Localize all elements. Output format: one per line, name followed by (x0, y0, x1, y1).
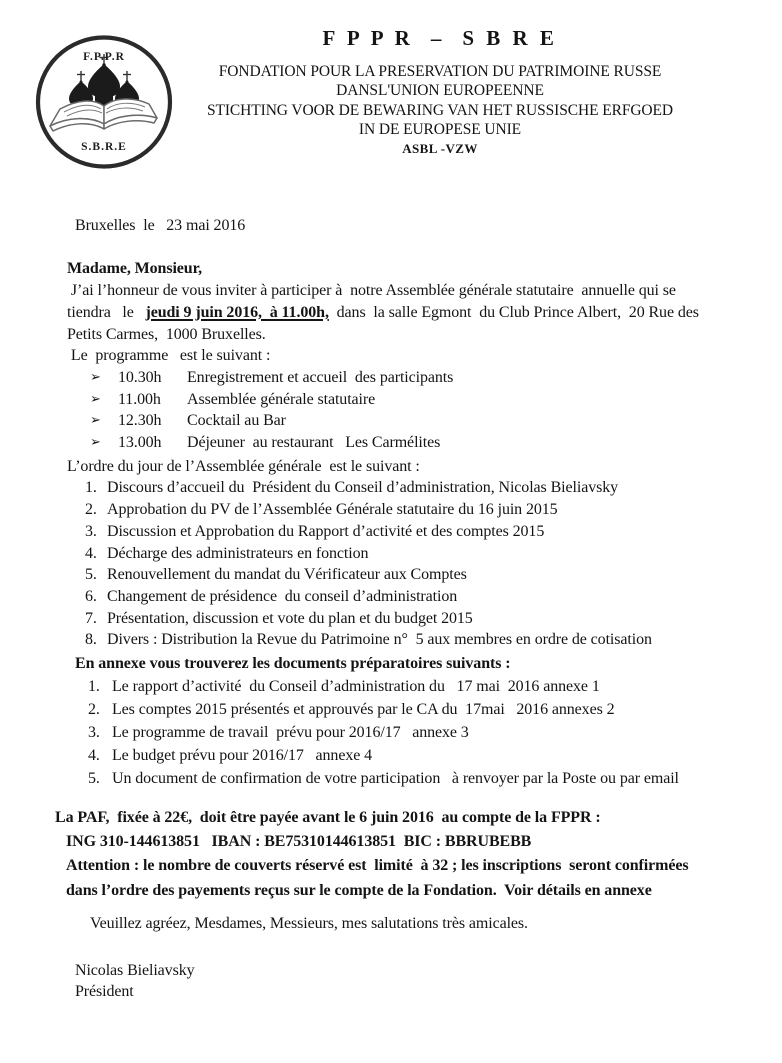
program-item (67, 410, 723, 432)
agenda-item (67, 608, 723, 630)
org-legal-form: ASBL -VZW (402, 141, 478, 157)
program-text: Déjeuner au restaurant Les Carmélites (187, 434, 441, 452)
agenda-item (67, 477, 723, 499)
program-time: 10.30h (118, 368, 162, 386)
payment-notice (55, 806, 723, 903)
agenda-number: 1. (85, 479, 97, 497)
program-list (67, 367, 723, 454)
annex-item (67, 675, 723, 698)
annex-number: 5. (88, 769, 100, 787)
arrow-bullet-icon: ➢ (90, 435, 101, 451)
annex-item (67, 721, 723, 744)
intro-paragraph (67, 280, 723, 345)
annex-text: Un document de confirmation de votre participation à renvoyer par la Poste ou par email (112, 769, 679, 787)
annex-item (67, 744, 723, 767)
annex-intro: En annexe vous trouverez les documents préparatoires suivants : (75, 655, 511, 673)
annex-number: 3. (88, 723, 100, 741)
agenda-number: 3. (85, 522, 97, 540)
agenda-text: Changement de présidence du conseil d’administration (107, 587, 458, 605)
meeting-date-highlight: jeudi 9 juin 2016, à 11.00h, (145, 303, 329, 321)
program-time: 13.00h (118, 434, 162, 452)
signature-name: Nicolas Bieliavsky (75, 961, 195, 979)
intro-text-after: dans la salle Egmont du Club Prince Albert, 20 Rue des Petits Carmes, 1000 Bruxelles. (67, 303, 703, 343)
org-name-nl-line2: IN DE EUROPESE UNIE (358, 120, 522, 138)
annex-number: 4. (88, 746, 100, 764)
agenda-number: 5. (85, 566, 97, 584)
agenda-text: Présentation, discussion et vote du plan et du budget 2015 (107, 609, 473, 627)
arrow-bullet-icon: ➢ (90, 391, 101, 407)
agenda-list (67, 477, 723, 651)
logo-top-text: F.P.P.R (83, 51, 125, 63)
attention-line-1: Attention : le nombre de couverts réservé est limité à 32 ; les inscriptions seront confirmées (66, 857, 689, 875)
program-time: 11.00h (118, 390, 161, 408)
agenda-item (67, 564, 723, 586)
agenda-text: Discussion et Approbation du Rapport d’activité et des comptes 2015 (107, 522, 545, 540)
annex-number: 2. (88, 700, 100, 718)
agenda-intro: L’ordre du jour de l’Assemblée générale est le suivant : (67, 457, 420, 475)
org-name-fr-line2: DANSL'UNION EUROPEENNE (336, 82, 544, 100)
salutation: Madame, Monsieur, (67, 260, 203, 278)
closing-formula: Veuillez agréez, Mesdames, Messieurs, mes salutations très amicales. (90, 914, 528, 932)
payment-amount-line: La PAF, fixée à 22€, doit être payée avant le 6 juin 2016 au compte de la FPPR : (55, 808, 601, 826)
annex-list (67, 675, 723, 790)
org-name-nl-line1: STICHTING VOOR DE BEWARING VAN HET RUSSISCHE ERFGOED (206, 101, 673, 119)
dateline: Bruxelles le 23 mai 2016 (75, 217, 246, 234)
agenda-number: 2. (85, 501, 97, 519)
arrow-bullet-icon: ➢ (90, 369, 101, 385)
logo-bottom-text: S.B.R.E (81, 141, 127, 153)
signature-title: Président (75, 983, 134, 1001)
letterhead (110, 26, 770, 157)
agenda-text: Décharge des administrateurs en fonction (107, 544, 369, 562)
agenda-item (67, 586, 723, 608)
agenda-number: 4. (85, 544, 97, 562)
agenda-number: 6. (85, 587, 97, 605)
program-text: Cocktail au Bar (187, 412, 286, 430)
annex-item (67, 767, 723, 790)
org-name-fr-line1: FONDATION POUR LA PRESERVATION DU PATRIMOINE RUSSE (218, 63, 662, 80)
attention-line-2: dans l’ordre des payements reçus sur le compte de la Fondation. Voir détails en annexe (66, 881, 652, 899)
program-item (67, 367, 723, 389)
program-text: Assemblée générale statutaire (187, 390, 376, 408)
annex-number: 1. (88, 677, 100, 695)
agenda-number: 8. (85, 631, 97, 649)
annex-text: Les comptes 2015 présentés et approuvés par le CA du 17mai 2016 annexes 2 (112, 700, 615, 718)
annex-text: Le budget prévu pour 2016/17 annexe 4 (112, 746, 373, 764)
agenda-text: Divers : Distribution la Revue du Patrimoine n° 5 aux membres en ordre de cotisation (107, 631, 652, 649)
program-time: 12.30h (118, 412, 162, 430)
intro-text-before: J’ai l’honneur de vous inviter à participer à notre Assemblée générale statutaire annuelle qui se tiendra le (67, 282, 680, 321)
annex-item (67, 698, 723, 721)
annex-text: Le programme de travail prévu pour 2016/17 annexe 3 (112, 723, 469, 741)
program-intro: Le programme est le suivant : (67, 347, 271, 365)
org-acronym-title: F P P R – S B R E (322, 26, 558, 50)
annex-text: Le rapport d’activité du Conseil d’administration du 17 mai 2016 annexe 1 (112, 677, 600, 695)
program-text: Enregistrement et accueil des participants (187, 368, 454, 386)
program-item (67, 389, 723, 411)
arrow-bullet-icon: ➢ (90, 413, 101, 429)
agenda-item (67, 521, 723, 543)
agenda-item (67, 629, 723, 651)
agenda-item (67, 499, 723, 521)
agenda-item (67, 543, 723, 565)
letter-body (55, 215, 723, 1003)
program-item (67, 432, 723, 454)
agenda-number: 7. (85, 609, 97, 627)
agenda-text: Renouvellement du mandat du Vérificateur aux Comptes (107, 566, 467, 584)
agenda-text: Discours d’accueil du Président du Conseil d’administration, Nicolas Bieliavsky (107, 479, 619, 497)
agenda-text: Approbation du PV de l’Assemblée Générale statutaire du 16 juin 2015 (107, 501, 558, 519)
bank-account-line: ING 310-144613851 IBAN : BE75310144613851 BIC : BBRUBEBB (66, 833, 532, 851)
